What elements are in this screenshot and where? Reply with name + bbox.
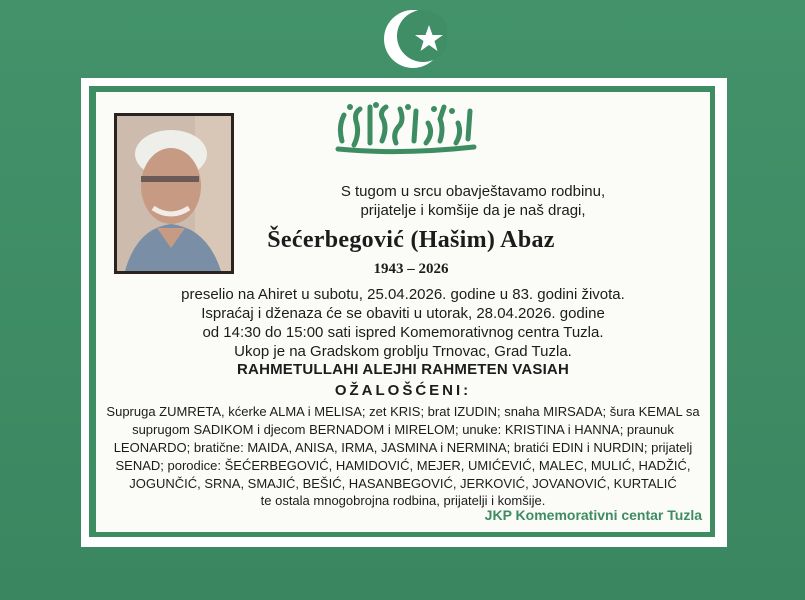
intro-line-1: S tugom u srcu obavještavamo rodbinu, — [340, 183, 606, 200]
mourners-line: SENAD; porodice: ŠEĆERBEGOVIĆ, HAMIDOVIĆ, MEJER, UMIĆEVIĆ, MALEC, MULIĆ, HADŽIĆ, — [115, 458, 691, 473]
portrait-photo — [114, 113, 234, 274]
mourners-line: suprugom SADIKOM i djecom BERNADOM i MIRELOM; unuke: KRISTINA i HANNA; praunuk — [132, 422, 674, 437]
mourners-heading: OŽALOŠĆENI: — [334, 382, 472, 399]
crescent-star-icon — [383, 5, 447, 71]
arabic-calligraphy-icon — [330, 97, 480, 155]
deceased-name: Šećerbegović (Hašim) Abaz — [267, 227, 555, 253]
footer-organization: JKP Komemorativni centar Tuzla — [484, 507, 702, 523]
detail-line: preselio na Ahiret u subotu, 25.04.2026. godine u 83. godini života. — [181, 286, 625, 303]
intro-line-2: prijatelje i komšije da je naš dragi, — [360, 202, 586, 219]
mourners-line: LEONARDO; bratične: MAIDA, ANISA, IRMA, JASMINA i NERMINA; bratići EDIN i NURDIN; prijatelj — [113, 440, 693, 455]
prayer-line: RAHMETULLAHI ALEJHI RAHMETEN VASIAH — [237, 361, 569, 378]
detail-line: Ispraćaj i dženaza će se obaviti u utorak, 28.04.2026. godine — [201, 305, 605, 322]
portrait-image — [117, 116, 231, 271]
deceased-years: 1943 – 2026 — [373, 261, 449, 277]
mourners-line: te ostala mnogobrojna rodbina, prijatelji i komšije. — [260, 493, 546, 508]
mourners-line: Supruga ZUMRETA, kćerke ALMA i MELISA; zet KRIS; brat IZUDIN; snaha MIRSADA; šura KEMAL sa — [106, 404, 700, 419]
detail-line: Ukop je na Gradskom groblju Trnovac, Grad Tuzla. — [234, 343, 572, 360]
mourners-line: JOGUNČIĆ, SRNA, SMAJIĆ, BEŠIĆ, HASANBEGOVIĆ, JERKOVIĆ, JOVANOVIĆ, KURTALIĆ — [129, 476, 677, 491]
detail-line: od 14:30 do 15:00 sati ispred Komemorativnog centra Tuzla. — [202, 324, 604, 341]
